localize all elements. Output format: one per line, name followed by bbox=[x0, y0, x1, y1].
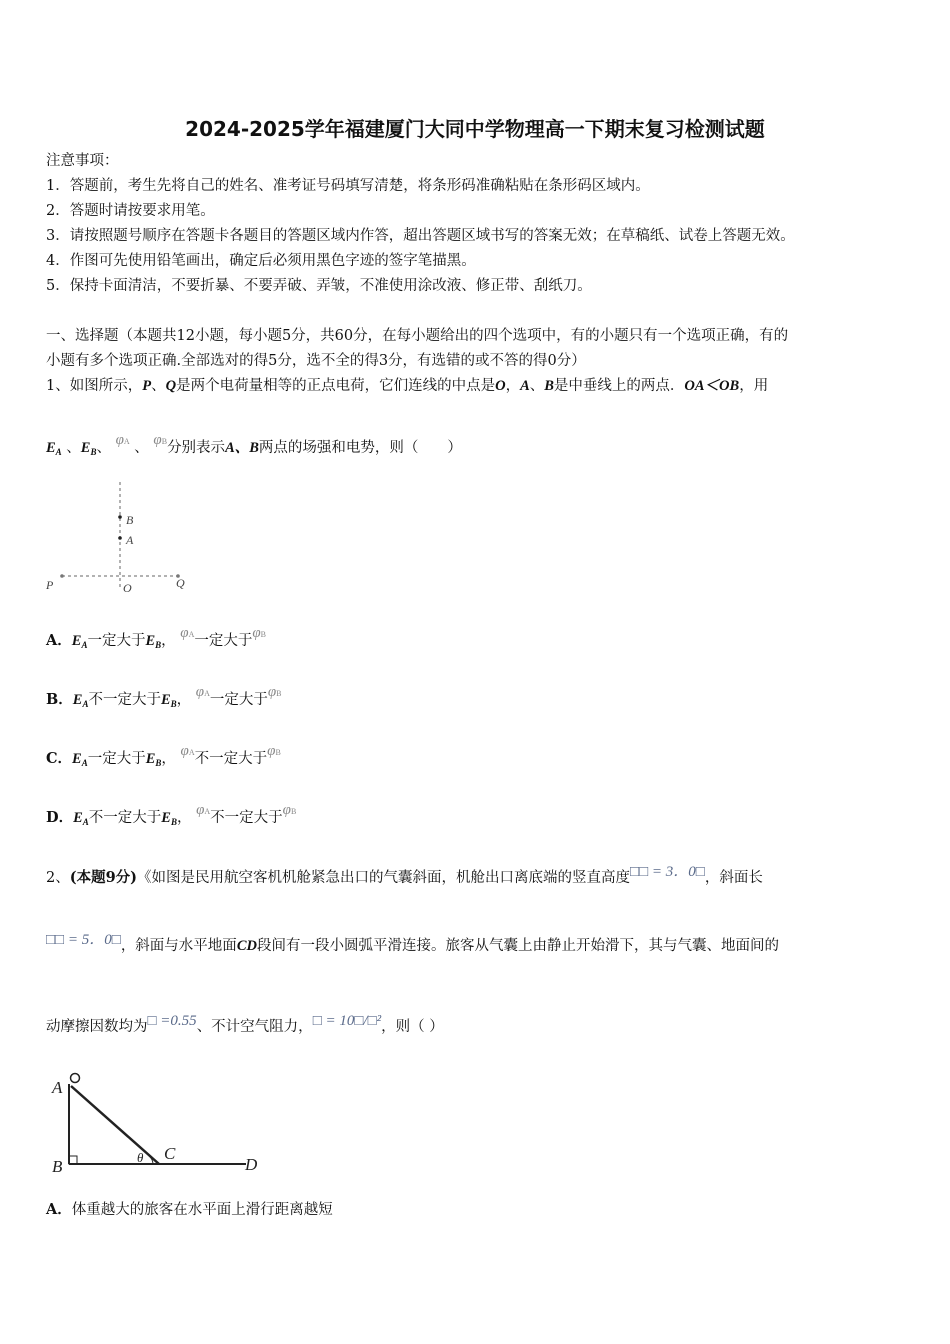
label-q: Q bbox=[176, 576, 185, 590]
notice-item: 5．保持卡面清洁，不要折暴、不要弄破、弄皱，不准使用涂改液、修正带、刮纸刀。 bbox=[46, 278, 592, 294]
formula-length: □□ = 5．0□ bbox=[46, 932, 121, 948]
q1-charge-figure bbox=[40, 476, 200, 600]
notice-item: 3．请按照题号顺序在答题卡各题目的答题区域内作答，超出答题区域书写的答案无效；在草稿纸、试卷上答题无效。 bbox=[46, 228, 795, 244]
q2-stem-line1: 2、(本题9分)《如图是民用航空客机机舱紧急出口的气囊斜面，机舱出口离底端的竖直高度□□ = 3．0□，斜面长 bbox=[46, 864, 763, 886]
q1-option-d[interactable]: D．$E_A$不一定大于$E_B$， φA不一定大于φB bbox=[46, 802, 297, 827]
label-c: C bbox=[164, 1144, 176, 1163]
q1-option-b[interactable]: B．$E_A$不一定大于$E_B$， φA一定大于φB bbox=[46, 684, 282, 709]
q1-stem-line1: 1、如图所示，P、Q是两个电荷量相等的正点电荷，它们连线的中点是O，A、B是中垂线上的两点．OA＜OB，用 bbox=[46, 378, 769, 394]
passenger-circle bbox=[71, 1074, 80, 1083]
q2-slide-figure bbox=[46, 1068, 276, 1180]
label-a: A bbox=[52, 1078, 63, 1097]
notice-heading: 注意事项： bbox=[46, 153, 119, 169]
slope-line bbox=[71, 1086, 159, 1164]
q2-stem-line3: 动摩擦因数均为□ =0.55、不计空气阻力，□ = 10□/□²，则（ ） bbox=[46, 1013, 444, 1035]
page-title: 2024-2025学年福建厦门大同中学物理高一下期末复习检测试题 bbox=[185, 117, 765, 141]
notice-item: 2．答题时请按要求用笔。 bbox=[46, 203, 215, 219]
label-o: O bbox=[123, 581, 132, 595]
q1-option-c[interactable]: C．$E_A$一定大于$E_B$， φA不一定大于φB bbox=[46, 743, 281, 768]
section-instructions-line1: 一、选择题（本题共12小题，每小题5分，共60分，在每小题给出的四个选项中，有的小题只有一个选项正确，有的 bbox=[46, 328, 789, 344]
point-a bbox=[118, 536, 122, 540]
right-angle-mark bbox=[69, 1156, 77, 1164]
formula-friction: □ =0.55 bbox=[147, 1013, 197, 1029]
q2-stem-line2: □□ = 5．0□，斜面与水平地面CD段间有一段小圆弧平滑连接。旅客从气囊上由静止开始滑下，其与气囊、地面间的 bbox=[46, 932, 779, 954]
point-b bbox=[118, 515, 122, 519]
notice-item: 4．作图可先使用铅笔画出，确定后必须用黑色字迹的签字笔描黑。 bbox=[46, 253, 476, 269]
q1-stem-line2: $E_A$ 、$E_B$、 φA 、 φB分别表示A、B两点的场强和电势，则（ ） bbox=[46, 432, 462, 457]
label-a: A bbox=[126, 533, 134, 547]
label-b: B bbox=[126, 513, 134, 527]
q2-option-a[interactable]: A．体重越大的旅客在水平面上滑行距离越短 bbox=[46, 1201, 333, 1218]
notice-item: 1．答题前，考生先将自己的姓名、准考证号码填写清楚，将条形码准确粘贴在条形码区域内。 bbox=[46, 178, 650, 194]
formula-gravity: □ = 10□/□² bbox=[312, 1013, 382, 1029]
formula-height: □□ = 3．0□ bbox=[630, 864, 705, 880]
label-p: P bbox=[46, 578, 54, 592]
phi-a-symbol: φA bbox=[115, 432, 130, 448]
phi-b-symbol: φB bbox=[153, 432, 168, 448]
label-b: B bbox=[52, 1157, 63, 1176]
label-d: D bbox=[245, 1155, 258, 1174]
section-instructions-line2: 小题有多个选项正确.全部选对的得5分，选不全的得3分，有选错的或不答的得0分） bbox=[46, 353, 586, 369]
charge-p bbox=[60, 574, 64, 578]
q1-option-a[interactable]: A．$E_A$一定大于$E_B$， φA一定大于φB bbox=[46, 625, 266, 650]
label-theta: θ bbox=[137, 1150, 144, 1165]
